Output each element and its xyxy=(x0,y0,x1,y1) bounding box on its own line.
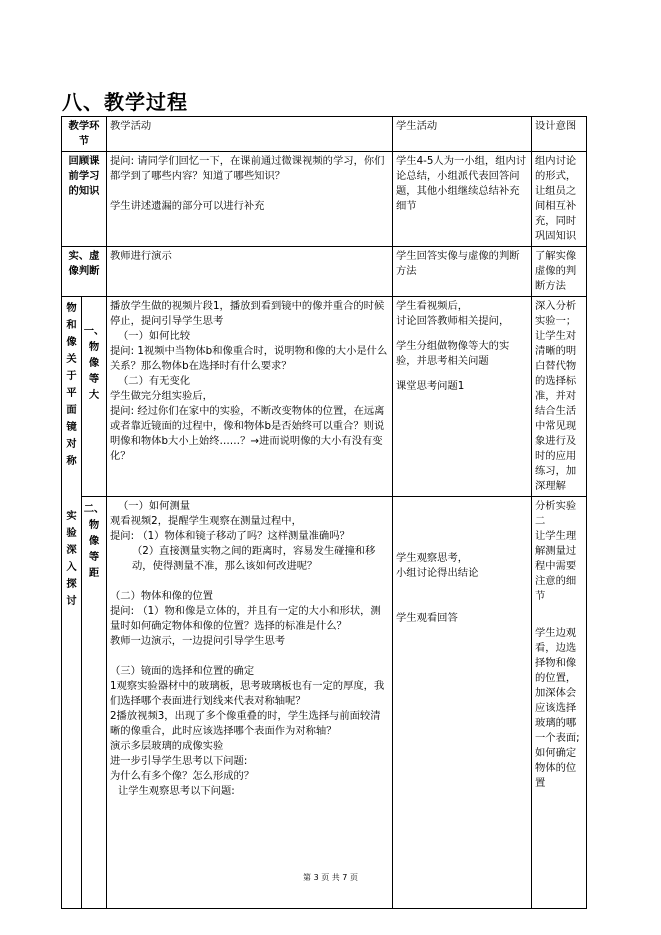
review-design: 组内讨论的形式，让组员之间相互补充，同时巩固知识 xyxy=(532,152,587,247)
real-virtual-design: 了解实像虚像的判断方法 xyxy=(532,247,587,297)
section1-design: 深入分析实验一；让学生对清晰的明白替代物的选择标准，并对结合生活中常见现象进行及时的应用练习，加深理解 xyxy=(532,297,587,497)
section2-design: 分析实验二 让学生理解测量过程中需要注意的细节 学生边观看，边选择物和像的位置，加深体会应该选择玻璃的哪一个表面; 如何确定物体的位置 xyxy=(532,497,587,909)
header-stage: 教学环节 xyxy=(62,117,107,152)
real-virtual-stage: 实、虚像判断 xyxy=(62,247,107,297)
section2-teacher-line: 为什么有多个像？怎么形成的？ xyxy=(110,770,255,782)
header-teacher: 教学活动 xyxy=(107,117,393,152)
section2-teacher-line: 提问: （1）物体和镜子移动了吗？这样测量准确吗？ xyxy=(110,530,350,542)
section1-teacher-line: （二）有无变化 xyxy=(118,375,191,387)
section2-teacher-line: 提问: （1）物和像是立体的，并且有一定的大小和形状，测量时如何确定物体和像的位置？选择的标准是什么？ xyxy=(110,605,381,632)
table-header-row xyxy=(62,117,587,152)
section2-teacher-line: 教师一边演示，一边提问引导学生思考 xyxy=(110,635,286,647)
section2-teacher xyxy=(107,497,393,909)
section1-teacher xyxy=(107,297,393,497)
review-teacher-line-2: 学生讲述遗漏的部分可以进行补充 xyxy=(110,200,265,212)
section1-teacher-line: 播放学生做的视频片段1，播放到看到镜中的像并重合的时候停止，提问引导学生思考 xyxy=(110,300,385,327)
real-virtual-row xyxy=(62,247,587,297)
section2-teacher-line: （三）镜面的选择和位置的确定 xyxy=(110,665,255,677)
section2-teacher-line: 演示多层玻璃的成像实验 xyxy=(110,740,224,752)
section2-teacher-line: （二）物体和像的位置 xyxy=(110,590,213,602)
real-virtual-student: 学生回答实像与虚像的判断方法 xyxy=(393,247,532,297)
review-stage: 回顾课前学习的知识 xyxy=(62,152,107,247)
teaching-process-table xyxy=(61,116,587,909)
section2-student: 学生观察思考， 小组讨论得出结论 学生观看回答 xyxy=(393,497,532,909)
section2-row xyxy=(62,497,587,909)
section2-teacher-line: （2）直接测量实物之间的距离时，容易发生碰撞和移动，使得测量不准，那么该如何改进呢？ xyxy=(132,545,376,572)
symmetry-stage-label: 物 和 像 关 于 平 面 镜 对 称 实 验 深 入 探 讨 xyxy=(62,297,82,909)
section2-teacher-line: 让学生观察思考以下问题: xyxy=(118,785,235,797)
page-footer: 第 3 页 共 7 页 xyxy=(303,873,358,882)
real-virtual-teacher: 教师进行演示 xyxy=(107,247,393,297)
section1-row xyxy=(62,297,587,497)
section2-teacher-line: 2播放视频3，出现了多个像重叠的时，学生选择与前面较清晰的像重合，此时应该选择哪个表面作为对称轴？ xyxy=(110,710,381,737)
section1-student: 学生看视频后， 讨论回答教师相关提问， 学生分组做物像等大的实验，并思考相关问题 课堂思考问题1 xyxy=(393,297,532,497)
review-teacher xyxy=(107,152,393,247)
section2-teacher-line: （一）如何测量 xyxy=(118,500,191,512)
review-row xyxy=(62,152,587,247)
header-design: 设计意图 xyxy=(532,117,587,152)
section-heading: 八、教学过程 xyxy=(62,90,188,114)
equal-size-label: 一、 物 像 等 大 xyxy=(82,297,107,497)
review-teacher-line-1: 提问: 请同学们回忆一下，在课前通过微课视频的学习，你们都学到了哪些内容？知道了哪些知识？ xyxy=(110,155,385,182)
section2-teacher-line: 进一步引导学生思考以下问题: xyxy=(110,755,248,767)
section1-teacher-line: 学生做完分组实验后， xyxy=(110,390,213,402)
section2-teacher-line: 1观察实验器材中的玻璃板，思考玻璃板也有一定的厚度，我们选择哪个表面进行划线来代表对称轴呢？ xyxy=(110,680,385,707)
review-student: 学生4-5人为一小组，组内讨论总结，小组派代表回答问题，其他小组继续总结补充细节 xyxy=(393,152,532,247)
section2-teacher-line: 观看视频2，提醒学生观察在测量过程中， xyxy=(110,515,302,527)
section1-teacher-line: 提问: 1视频中当物体b和像重合时，说明物和像的大小是什么关系？那么物体b在选择时有什么要求？ xyxy=(110,345,388,372)
equal-distance-label: 二、 物 像 等 距 xyxy=(82,497,107,909)
section1-teacher-line: （一）如何比较 xyxy=(118,330,191,342)
section1-teacher-line: 提问: 经过你们在家中的实验，不断改变物体的位置，在远离或者靠近镜面的过程中，像和物体b是否始终可以重合？则说明像和物体b大小上始终……？→进而说明像的大小有没有变化？ xyxy=(110,405,385,462)
header-student: 学生活动 xyxy=(393,117,532,152)
